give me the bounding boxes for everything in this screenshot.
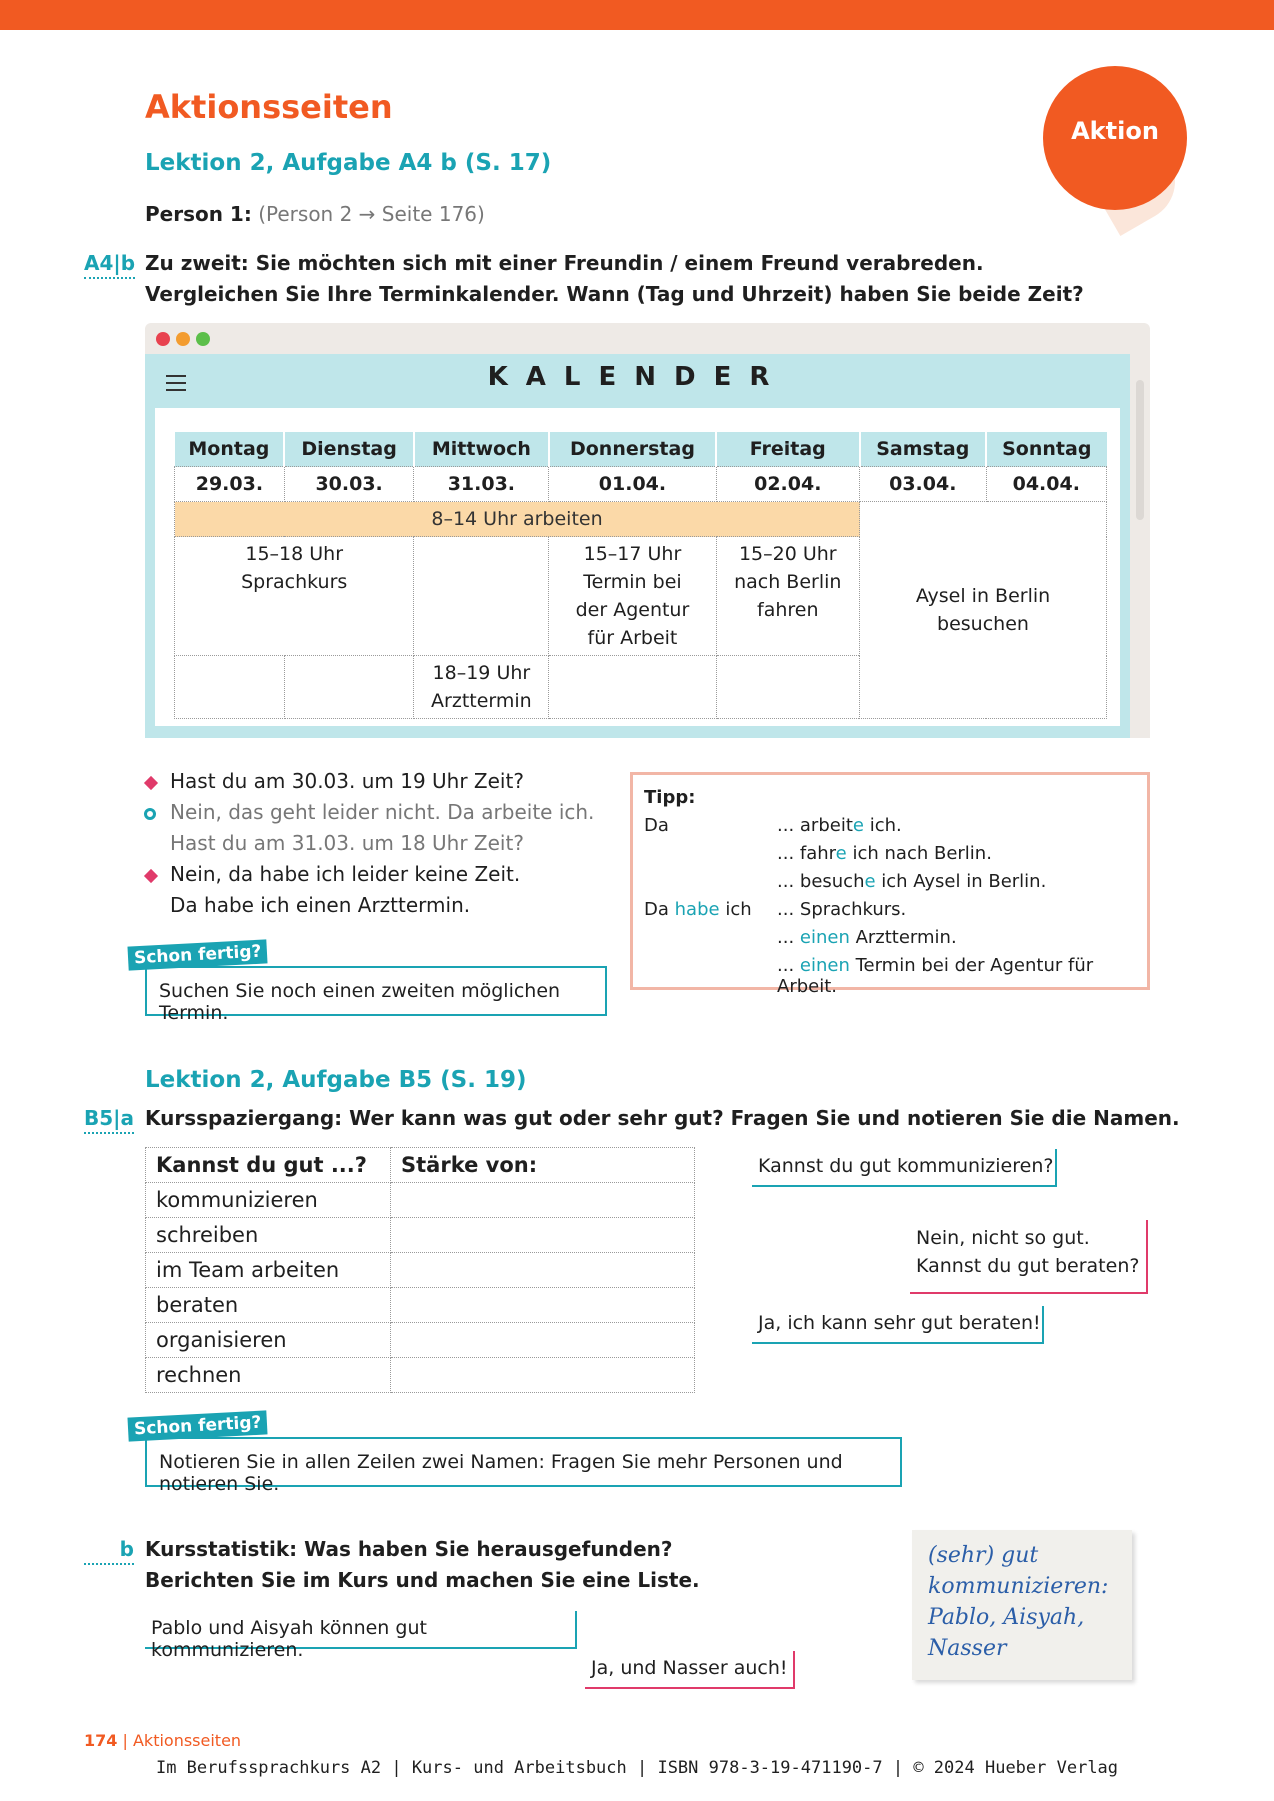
names-cell[interactable] <box>391 1253 695 1288</box>
bubble-line: Nein, nicht so gut. <box>916 1227 1090 1249</box>
tipp-word: Termin bei der Agentur für Arbeit. <box>777 955 1094 997</box>
names-cell[interactable] <box>391 1358 695 1393</box>
skill-cell: organisieren <box>146 1323 391 1358</box>
top-accent-bar <box>0 0 1274 30</box>
date-cell: 03.04. <box>860 467 987 502</box>
bubble-line: Kannst du gut beraten? <box>916 1255 1140 1277</box>
speech-bubble: Pablo und Aisyah können gut kommunizieren. <box>145 1611 577 1649</box>
footer-page <box>84 1731 241 1750</box>
speaker-b-icon <box>144 808 156 820</box>
thursday-event <box>549 537 716 656</box>
schon-fertig-tag: Schon fertig? <box>127 1410 267 1441</box>
names-cell[interactable] <box>391 1323 695 1358</box>
tipp-title: Tipp: <box>644 787 696 808</box>
task-label-b5a: B5|a <box>84 1106 134 1134</box>
skill-cell: beraten <box>146 1288 391 1323</box>
calendar-scroll-thumb[interactable] <box>1136 380 1144 520</box>
skills-header: Kannst du gut ...? <box>146 1148 391 1183</box>
weekend-line: besuchen <box>937 613 1029 635</box>
event-line: der Agentur <box>575 599 690 621</box>
part-b-line: Kursstatistik: Was haben Sie herausgefunden? <box>145 1537 673 1561</box>
tipp-da: Da <box>644 815 669 836</box>
names-cell[interactable] <box>391 1218 695 1253</box>
footer-imprint: Im Berufssprachkurs A2 | Kurs- und Arbeitsbuch | ISBN 978-3-19-471190-7 | © 2024 Hueber Verlag <box>155 1758 1119 1778</box>
note-line: (sehr) gut <box>928 1543 1039 1568</box>
empty-cell <box>175 656 285 719</box>
skill-cell: schreiben <box>146 1218 391 1253</box>
tipp-word: ... fahr <box>777 843 836 864</box>
weekend-line: Aysel in Berlin <box>915 585 1051 607</box>
event-line: 15–18 Uhr <box>245 543 344 565</box>
calendar-table <box>174 432 1107 719</box>
skill-cell: rechnen <box>146 1358 391 1393</box>
footer-section: Aktionsseiten <box>132 1731 242 1750</box>
event-line: Arzttermin <box>431 690 532 712</box>
tipp-word: ich <box>725 899 752 920</box>
skills-table <box>145 1147 695 1393</box>
names-cell[interactable] <box>391 1288 695 1323</box>
tipp-box <box>630 772 1150 997</box>
aktion-badge: Aktion <box>1043 66 1187 210</box>
tipp-word: ich. <box>863 815 902 836</box>
note-line: Pablo, Aisyah, <box>928 1605 1085 1630</box>
dialog-line: Nein, da habe ich leider keine Zeit. <box>170 862 521 886</box>
tipp-row <box>777 955 1147 997</box>
lesson-b5-heading: Lektion 2, Aufgabe B5 (S. 19) <box>145 1067 527 1093</box>
handwritten-note <box>912 1530 1132 1680</box>
day-header: Freitag <box>716 432 859 467</box>
person-label: Person 1: <box>145 202 252 226</box>
window-minimize-dot[interactable] <box>176 332 190 346</box>
schon-fertig-box: Notieren Sie in allen Zeilen zwei Namen: Fragen Sie mehr Personen und notieren Sie. <box>145 1437 902 1487</box>
tipp-highlight: e <box>835 843 847 864</box>
day-header: Donnerstag <box>549 432 716 467</box>
day-header: Sonntag <box>986 432 1106 467</box>
date-cell: 31.03. <box>414 467 549 502</box>
tipp-highlight: e <box>852 815 864 836</box>
speech-bubble: Kannst du gut kommunizieren? <box>752 1149 1057 1187</box>
names-cell[interactable] <box>391 1183 695 1218</box>
schon-fertig-tag: Schon fertig? <box>127 939 267 970</box>
dialog-line: Hast du am 31.03. um 18 Uhr Zeit? <box>170 831 524 855</box>
event-line: nach Berlin <box>734 571 842 593</box>
tipp-row: ... Sprachkurs. <box>777 899 907 920</box>
person-ref: (Person 2 → Seite 176) <box>258 202 485 226</box>
friday-event <box>716 537 859 656</box>
page-number: 174 <box>84 1731 118 1750</box>
tipp-word: ... <box>777 927 800 948</box>
tipp-row <box>777 815 902 836</box>
person-line <box>145 202 485 226</box>
tipp-word: ... arbeit <box>777 815 853 836</box>
work-event: 8–14 Uhr arbeiten <box>175 502 860 537</box>
empty-cell <box>284 656 414 719</box>
empty-cell <box>549 656 716 719</box>
tipp-word: ich Aysel in Berlin. <box>875 871 1047 892</box>
date-cell: 01.04. <box>549 467 716 502</box>
tipp-highlight: einen <box>799 955 850 976</box>
task-label-b: b <box>84 1537 134 1565</box>
tipp-row <box>777 927 957 948</box>
task-line-2: Vergleichen Sie Ihre Terminkalender. Wann (Tag und Uhrzeit) haben Sie beide Zeit? <box>145 282 1084 306</box>
task-b5: Kursspaziergang: Wer kann was gut oder sehr gut? Fragen Sie und notieren Sie die Namen. <box>145 1106 1180 1130</box>
tipp-highlight: e <box>864 871 876 892</box>
footer-divider: | <box>122 1731 133 1750</box>
page-title: Aktionsseiten <box>145 88 393 126</box>
event-line: Sprachkurs <box>241 571 348 593</box>
speech-bubble: Ja, ich kann sehr gut beraten! <box>752 1306 1044 1344</box>
speech-bubble: Ja, und Nasser auch! <box>585 1651 795 1689</box>
wednesday-event <box>414 656 549 719</box>
date-cell: 04.04. <box>986 467 1106 502</box>
schon-fertig-box: Suchen Sie noch einen zweiten möglichen Termin. <box>145 966 607 1016</box>
event-line: 18–19 Uhr <box>432 662 531 684</box>
calendar-title: KALENDER <box>487 362 788 392</box>
tipp-word: Da <box>644 899 669 920</box>
tipp-row <box>777 843 992 864</box>
speech-bubble <box>910 1220 1148 1294</box>
skills-header: Stärke von: <box>391 1148 695 1183</box>
tipp-word: ... besuch <box>777 871 865 892</box>
weekend-event <box>860 502 1107 719</box>
tipp-word: ich nach Berlin. <box>846 843 992 864</box>
speaker-a-icon <box>144 776 158 790</box>
empty-cell <box>716 656 859 719</box>
tipp-highlight: habe <box>674 899 720 920</box>
note-line: kommunizieren: <box>928 1574 1109 1599</box>
task-label-a4b: A4|b <box>84 251 135 279</box>
tipp-row <box>777 871 1046 892</box>
empty-cell <box>414 537 549 656</box>
event-line: 15–20 Uhr <box>738 543 837 565</box>
event-line: für Arbeit <box>587 627 678 649</box>
skill-cell: im Team arbeiten <box>146 1253 391 1288</box>
part-b-line: Berichten Sie im Kurs und machen Sie eine Liste. <box>145 1568 700 1592</box>
window-maximize-dot[interactable] <box>196 332 210 346</box>
day-header: Dienstag <box>284 432 414 467</box>
dialog-line: Hast du am 30.03. um 19 Uhr Zeit? <box>170 769 524 793</box>
tipp-word: Arzttermin. <box>849 927 957 948</box>
date-cell: 29.03. <box>175 467 285 502</box>
event-line: fahren <box>757 599 819 621</box>
monday-event <box>175 537 414 656</box>
date-cell: 02.04. <box>716 467 859 502</box>
lesson-a4-heading: Lektion 2, Aufgabe A4 b (S. 17) <box>145 150 552 176</box>
tipp-da-habe <box>644 899 752 920</box>
tipp-word: ... <box>777 955 800 976</box>
event-line: 15–17 Uhr <box>583 543 682 565</box>
day-header: Samstag <box>860 432 987 467</box>
date-cell: 30.03. <box>284 467 414 502</box>
day-header: Mittwoch <box>414 432 549 467</box>
window-close-dot[interactable] <box>156 332 170 346</box>
speaker-a-icon <box>144 869 158 883</box>
task-line-1: Zu zweit: Sie möchten sich mit einer Freundin / einem Freund verabreden. <box>145 251 984 275</box>
dialog-line: Da habe ich einen Arzttermin. <box>170 893 471 917</box>
dialog-line: Nein, das geht leider nicht. Da arbeite ich. <box>170 800 595 824</box>
event-line: Termin bei <box>583 571 682 593</box>
tipp-highlight: einen <box>799 927 850 948</box>
note-line: Nasser <box>928 1636 1007 1661</box>
day-header: Montag <box>175 432 285 467</box>
skill-cell: kommunizieren <box>146 1183 391 1218</box>
